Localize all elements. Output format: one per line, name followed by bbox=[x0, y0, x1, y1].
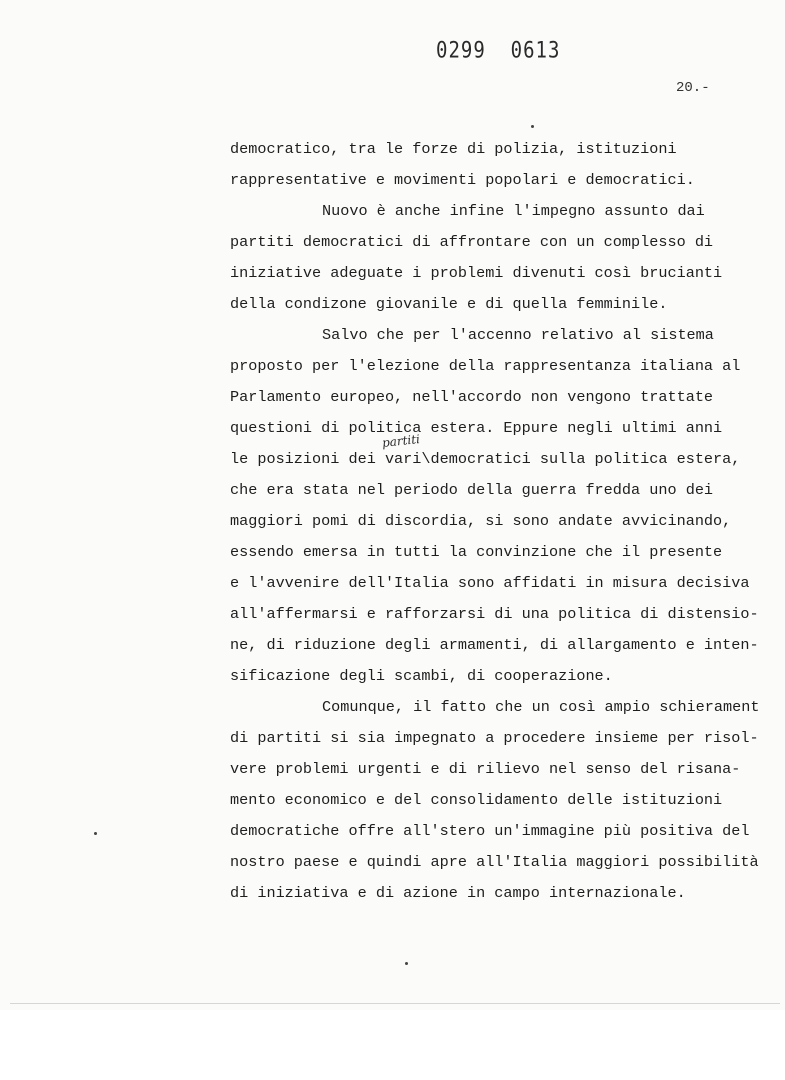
text-line: mento economico e del consolidamento delle istituzioni bbox=[230, 791, 723, 809]
text-line: nostro paese e quindi apre all'Italia maggiori possibilità bbox=[230, 853, 759, 871]
text-line: della condizone giovanile e di quella femminile. bbox=[230, 295, 668, 313]
text-line: questioni di politica estera. Eppure negli ultimi anni bbox=[230, 419, 723, 437]
page-number: 20.- bbox=[676, 80, 710, 96]
text-line: maggiori pomi di discordia, si sono andate avvicinando, bbox=[230, 512, 732, 530]
text-line: Nuovo è anche infine l'impegno assunto dai bbox=[322, 202, 705, 220]
text-line: democratiche offre all'stero un'immagine più positiva del bbox=[230, 822, 750, 840]
text-line: che era stata nel periodo della guerra fredda uno dei bbox=[230, 481, 714, 499]
page-edge-line bbox=[10, 1003, 780, 1004]
text-line: iniziative adeguate i problemi divenuti così brucianti bbox=[230, 264, 723, 282]
text-line: vere problemi urgenti e di rilievo nel senso del risana- bbox=[230, 760, 741, 778]
scan-speck bbox=[94, 832, 97, 835]
handwritten-annotation: partiti bbox=[381, 432, 421, 450]
text-line: di iniziativa e di azione in campo internazionale. bbox=[230, 884, 686, 902]
text-line: le posizioni dei vari\democratici sulla politica estera, bbox=[230, 450, 741, 468]
scan-speck bbox=[531, 125, 534, 128]
text-line: rappresentative e movimenti popolari e democratici. bbox=[230, 171, 695, 189]
text-line: sificazione degli scambi, di cooperazione. bbox=[230, 667, 613, 685]
text-line: ne, di riduzione degli armamenti, di allargamento e inten- bbox=[230, 636, 759, 654]
text-line: democratico, tra le forze di polizia, istituzioni bbox=[230, 140, 677, 158]
document-number: 0299 0613 bbox=[436, 38, 561, 64]
text-line: essendo emersa in tutti la convinzione che il presente bbox=[230, 543, 723, 561]
text-line: Salvo che per l'accenno relativo al sistema bbox=[322, 326, 714, 344]
scan-speck bbox=[405, 962, 408, 965]
text-line: proposto per l'elezione della rappresentanza italiana al bbox=[230, 357, 741, 375]
text-line: Parlamento europeo, nell'accordo non vengono trattate bbox=[230, 388, 714, 406]
text-line: all'affermarsi e rafforzarsi di una politica di distensio- bbox=[230, 605, 759, 623]
text-line: e l'avvenire dell'Italia sono affidati in misura decisiva bbox=[230, 574, 750, 592]
text-line: Comunque, il fatto che un così ampio schierament bbox=[322, 698, 760, 716]
text-line: di partiti si sia impegnato a procedere insieme per risol- bbox=[230, 729, 759, 747]
text-line: partiti democratici di affrontare con un complesso di bbox=[230, 233, 714, 251]
